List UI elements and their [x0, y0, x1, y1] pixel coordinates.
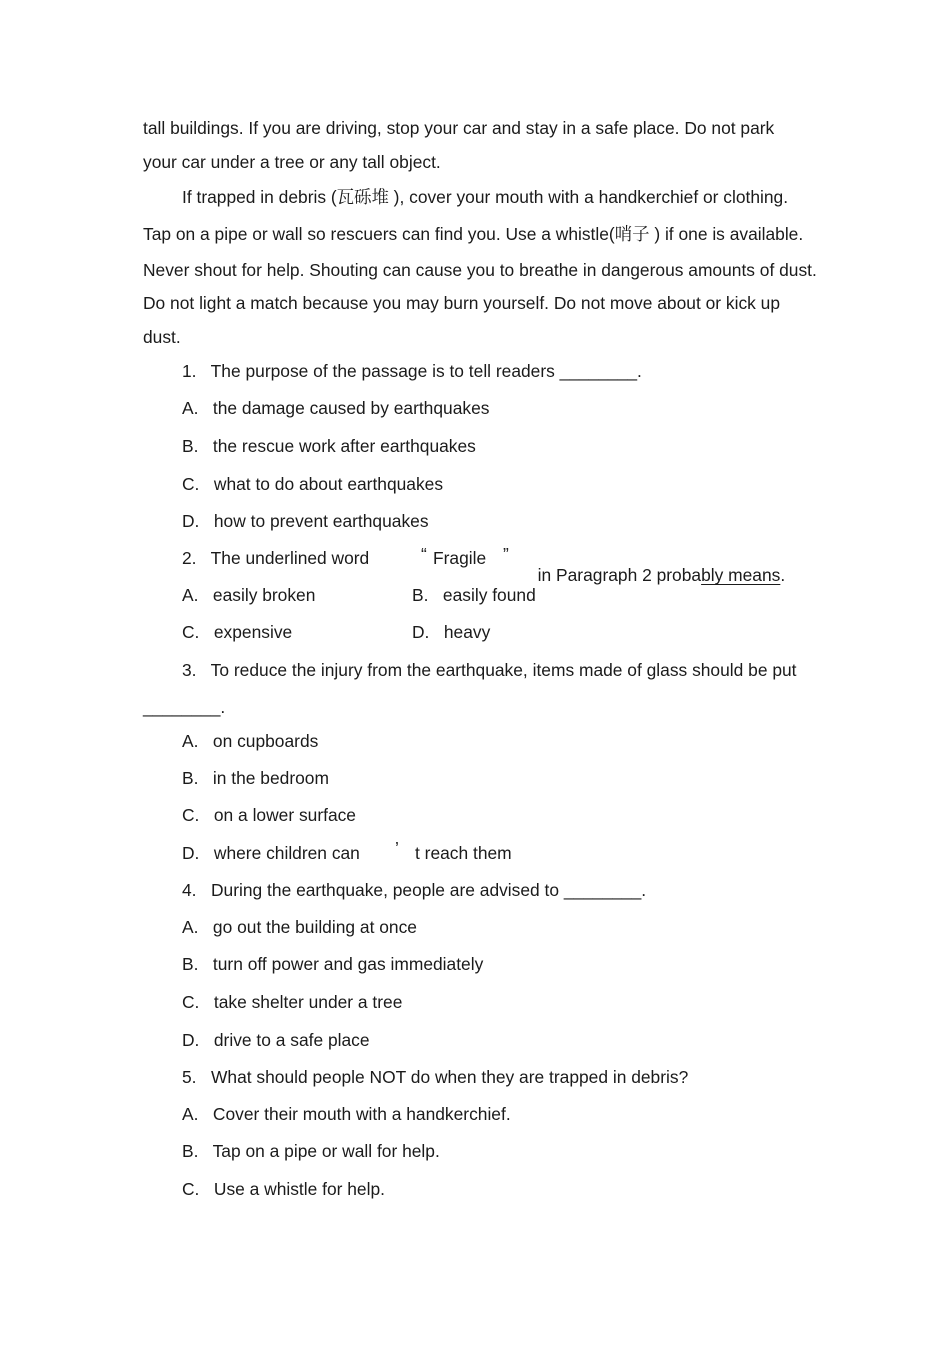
- q4-option-b: B. turn off power and gas immediately: [182, 954, 484, 974]
- q1-option-c: C. what to do about earthquakes: [182, 474, 444, 494]
- question-3-stem-cont: ________.: [143, 697, 226, 717]
- passage-line: Tap on a pipe or wall so rescuers can find you. Use a whistle(哨子 ) if one is available.: [143, 224, 804, 244]
- question-2-stem-cont: [528, 550, 785, 585]
- passage-line: dust.: [143, 327, 181, 347]
- question-2-stem: 2. The underlined word: [182, 548, 370, 568]
- q2-open-quote: “: [421, 544, 427, 564]
- passage-line: Do not light a match because you may burn yourself. Do not move about or kick up: [143, 293, 781, 313]
- passage-line: your car under a tree or any tall object.: [143, 152, 441, 172]
- q2-option-b: B. easily found: [412, 585, 536, 605]
- q4-option-a: A. go out the building at once: [182, 917, 417, 937]
- q3-option-b: B. in the bedroom: [182, 768, 329, 788]
- passage-line: tall buildings. If you are driving, stop your car and stay in a safe place. Do not park: [143, 118, 775, 138]
- q5-option-c: C. Use a whistle for help.: [182, 1179, 385, 1199]
- question-5-stem: 5. What should people NOT do when they are trapped in debris?: [182, 1067, 689, 1087]
- q2-option-a: A. easily broken: [182, 585, 316, 605]
- q1-option-a: A. the damage caused by earthquakes: [182, 398, 490, 418]
- question-1-stem: 1. The purpose of the passage is to tell readers ________.: [182, 361, 642, 381]
- q2-period: .: [780, 565, 786, 586]
- question-4-stem: 4. During the earthquake, people are advised to ________.: [182, 880, 647, 900]
- q5-option-b: B. Tap on a pipe or wall for help.: [182, 1141, 440, 1161]
- q2-option-d: D. heavy: [412, 622, 491, 642]
- q4-option-c: C. take shelter under a tree: [182, 992, 403, 1012]
- q3-option-c: C. on a lower surface: [182, 805, 356, 825]
- q3-option-d: D. where children can: [182, 843, 360, 863]
- q3-option-a: A. on cupboards: [182, 731, 319, 751]
- q3-option-d-tail: t reach them: [415, 843, 512, 863]
- q4-option-d: D. drive to a safe place: [182, 1030, 370, 1050]
- q2-close-quote: ”: [503, 544, 509, 564]
- q1-option-d: D. how to prevent earthquakes: [182, 511, 429, 531]
- q2-stem-text: in Paragraph 2 proba: [537, 565, 702, 586]
- q1-option-b: B. the rescue work after earthquakes: [182, 436, 476, 456]
- passage-line: If trapped in debris (瓦砾堆 ), cover your mouth with a handkerchief or clothing.: [182, 187, 789, 207]
- q2-option-c: C. expensive: [182, 622, 293, 642]
- q2-key-word: Fragile: [433, 548, 487, 568]
- q5-option-a: A. Cover their mouth with a handkerchief.: [182, 1104, 511, 1124]
- passage-line: Never shout for help. Shouting can cause you to breathe in dangerous amounts of dust.: [143, 260, 817, 280]
- q2-underlined-text: bly means: [701, 565, 781, 586]
- q3-option-d-apostrophe: ’: [395, 838, 399, 858]
- question-3-stem: 3. To reduce the injury from the earthquake, items made of glass should be put: [182, 660, 797, 680]
